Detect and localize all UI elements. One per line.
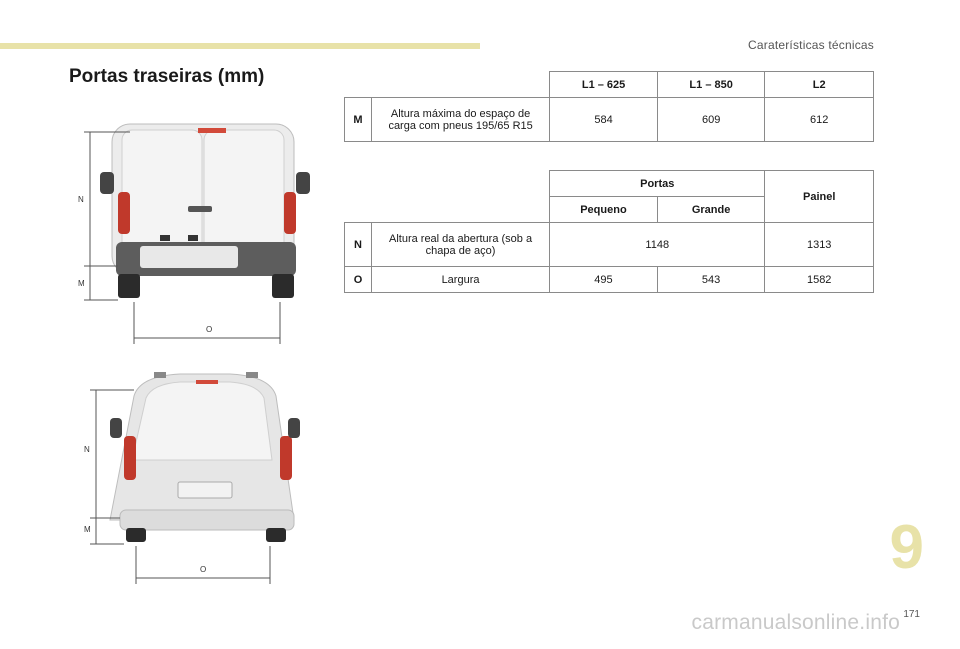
row-key: N (345, 223, 372, 267)
label-n-2: N (84, 445, 90, 454)
row-label: Altura máxima do espaço de carga com pneus 195/65 R15 (371, 98, 549, 142)
column-header: L1 – 625 (550, 72, 658, 98)
spec-table-m (344, 71, 874, 142)
label-o-1: O (206, 325, 213, 334)
spec-table-no (344, 170, 874, 293)
row-key: M (345, 98, 372, 142)
header-accent-bar (0, 43, 480, 49)
page-title: Portas traseiras (mm) (69, 66, 265, 87)
cell-value: 584 (550, 98, 658, 142)
cell-value: 1313 (765, 223, 874, 267)
cell-value: 1582 (765, 267, 874, 293)
table-row (345, 267, 874, 293)
label-o-2: O (200, 565, 207, 574)
group-header-portas: Portas (550, 171, 765, 197)
page-number: 171 (903, 609, 920, 620)
cell-value: 609 (657, 98, 765, 142)
column-header: L1 – 850 (657, 72, 765, 98)
table-row (345, 223, 874, 267)
label-m-2: M (84, 525, 91, 534)
subheader-pequeno: Pequeno (550, 197, 658, 223)
column-header: L2 (765, 72, 874, 98)
watermark: carmanualsonline.info (691, 611, 900, 634)
van-rear-diagram-1 (60, 118, 330, 350)
label-m-1: M (78, 279, 85, 288)
van-rear-diagram-2 (70, 370, 330, 590)
cell-value: 612 (765, 98, 874, 142)
subheader-grande: Grande (657, 197, 765, 223)
cell-value: 1148 (550, 223, 765, 267)
table-row (345, 98, 874, 142)
row-key: O (345, 267, 372, 293)
section-label: Caraterísticas técnicas (748, 38, 874, 52)
cell-value: 495 (550, 267, 658, 293)
label-n-1: N (78, 195, 84, 204)
row-label: Largura (371, 267, 549, 293)
row-label: Altura real da abertura (sob a chapa de aço) (371, 223, 549, 267)
chapter-number: 9 (889, 513, 924, 582)
cell-value: 543 (657, 267, 765, 293)
header-painel: Painel (765, 171, 874, 223)
